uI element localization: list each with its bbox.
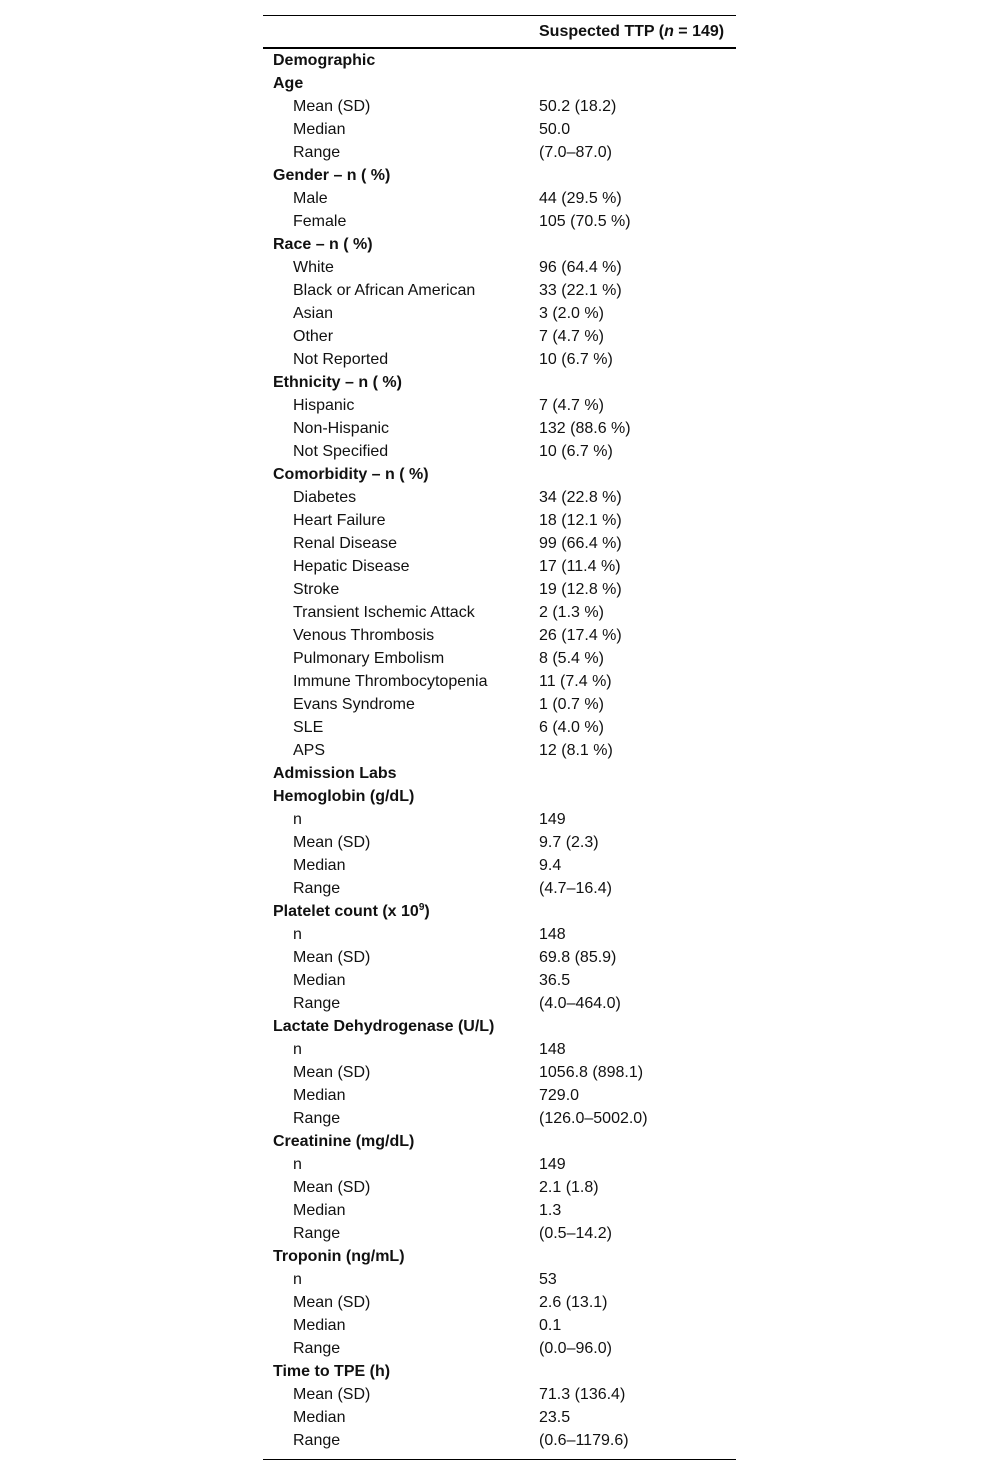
- row-value: 1.3: [539, 1202, 562, 1219]
- row-value: 132 (88.6 %): [539, 420, 631, 437]
- row-value: 9.4: [539, 857, 562, 874]
- row-value: 11 (7.4 %): [539, 673, 612, 690]
- row-value: 34 (22.8 %): [539, 489, 622, 506]
- table-row: [263, 993, 736, 1016]
- row-label: Heart Failure: [293, 512, 386, 529]
- row-label: Median: [293, 857, 346, 874]
- table-row: [263, 878, 736, 901]
- row-value: 50.2 (18.2): [539, 98, 617, 115]
- row-value: 71.3 (136.4): [539, 1386, 626, 1403]
- table-row: [263, 648, 736, 671]
- table-row: [263, 533, 736, 556]
- baseline-characteristics-table: [263, 15, 736, 1460]
- row-label: Hispanic: [293, 397, 355, 414]
- row-label: Admission Labs: [273, 765, 397, 782]
- row-value: 149: [539, 1156, 566, 1173]
- table-row: [263, 1315, 736, 1338]
- section-header-row: [263, 1131, 736, 1154]
- row-label: Hemoglobin (g/dL): [273, 788, 415, 805]
- section-header-row: [263, 73, 736, 96]
- table-row: [263, 556, 736, 579]
- table-body: [263, 49, 736, 1459]
- table-row: [263, 855, 736, 878]
- row-value: 19 (12.8 %): [539, 581, 622, 598]
- row-label: Time to TPE (h): [273, 1363, 391, 1380]
- table-row: [263, 119, 736, 142]
- table-row: [263, 1292, 736, 1315]
- row-label: Race – n ( %): [273, 236, 373, 253]
- row-label: Platelet count (x $10^9$): [273, 902, 430, 920]
- section-header-row: [263, 372, 736, 395]
- section-header-row: [263, 50, 736, 73]
- row-value: 53: [539, 1271, 557, 1288]
- table-row: [263, 487, 736, 510]
- row-value: 44 (29.5 %): [539, 190, 622, 207]
- row-label: Median: [293, 1087, 346, 1104]
- row-label: Range: [293, 995, 341, 1012]
- table-row: [263, 510, 736, 533]
- row-value: (0.6–1179.6): [539, 1432, 629, 1449]
- table-row: [263, 1338, 736, 1361]
- table-row: [263, 671, 736, 694]
- row-label: Median: [293, 1409, 346, 1426]
- row-value: 2 (1.3 %): [539, 604, 604, 621]
- row-label: Mean (SD): [293, 98, 371, 115]
- row-label: Diabetes: [293, 489, 357, 506]
- row-label: Gender – n ( %): [273, 167, 391, 184]
- row-label: Stroke: [293, 581, 340, 598]
- row-value: 7 (4.7 %): [539, 397, 604, 414]
- row-value: 17 (11.4 %): [539, 558, 621, 575]
- row-value: 148: [539, 1041, 566, 1058]
- table-row: [263, 1062, 736, 1085]
- n-italic: n: [664, 23, 674, 40]
- row-value: 50.0: [539, 121, 571, 138]
- table-row: [263, 395, 736, 418]
- table-row: [263, 625, 736, 648]
- table-row: [263, 1085, 736, 1108]
- row-value: 18 (12.1 %): [539, 512, 622, 529]
- row-label: Ethnicity – n ( %): [273, 374, 402, 391]
- row-value: (7.0–87.0): [539, 144, 612, 161]
- row-value: 3 (2.0 %): [539, 305, 604, 322]
- table-row: [263, 280, 736, 303]
- row-label: Not Specified: [293, 443, 389, 460]
- row-label: Demographic: [273, 52, 376, 69]
- table-row: [263, 96, 736, 119]
- table-row: [263, 211, 736, 234]
- table-row: [263, 188, 736, 211]
- row-value: 96 (64.4 %): [539, 259, 622, 276]
- table-row: [263, 257, 736, 280]
- row-label: Renal Disease: [293, 535, 398, 552]
- row-label: Range: [293, 1432, 341, 1449]
- row-value: 9.7 (2.3): [539, 834, 599, 851]
- table-row: [263, 1039, 736, 1062]
- row-label: SLE: [293, 719, 324, 736]
- table-row: [263, 579, 736, 602]
- row-label: Hepatic Disease: [293, 558, 410, 575]
- row-label: n: [293, 1041, 302, 1058]
- row-label: Venous Thrombosis: [293, 627, 435, 644]
- row-label: Comorbidity – n ( %): [273, 466, 429, 483]
- row-label: Female: [293, 213, 347, 230]
- table-row: [263, 1223, 736, 1246]
- row-label: APS: [293, 742, 326, 759]
- row-value: (4.7–16.4): [539, 880, 612, 897]
- table-header: [263, 16, 736, 49]
- row-value: 0.1: [539, 1317, 562, 1334]
- row-label: White: [293, 259, 334, 276]
- row-label: n: [293, 926, 302, 943]
- table-row: [263, 740, 736, 763]
- section-header-row: [263, 234, 736, 257]
- row-value: 36.5: [539, 972, 571, 989]
- row-label: Mean (SD): [293, 1386, 371, 1403]
- row-value: 148: [539, 926, 566, 943]
- table-row: [263, 1407, 736, 1430]
- section-header-row: [263, 1246, 736, 1269]
- table-row: [263, 832, 736, 855]
- table-row: [263, 717, 736, 740]
- row-value: 69.8 (85.9): [539, 949, 617, 966]
- row-value: 23.5: [539, 1409, 571, 1426]
- row-label: Range: [293, 1340, 341, 1357]
- table-row: [263, 349, 736, 372]
- table-row: [263, 1384, 736, 1407]
- column-header-suspected-ttp: Suspected TTP (n = 149): [539, 23, 725, 40]
- row-label: Lactate Dehydrogenase (U/L): [273, 1018, 495, 1035]
- row-label: Transient Ischemic Attack: [293, 604, 475, 621]
- row-value: 10 (6.7 %): [539, 351, 613, 368]
- row-label: Age: [273, 75, 304, 92]
- table-row: [263, 947, 736, 970]
- row-label: Mean (SD): [293, 1294, 371, 1311]
- row-label: Creatinine (mg/dL): [273, 1133, 415, 1150]
- superscript: 9: [418, 902, 425, 913]
- row-label: Not Reported: [293, 351, 389, 368]
- section-header-row: [263, 464, 736, 487]
- row-value: (0.0–96.0): [539, 1340, 612, 1357]
- row-label: Median: [293, 1202, 346, 1219]
- table-row: [263, 441, 736, 464]
- table-row: [263, 326, 736, 349]
- row-label: Male: [293, 190, 328, 207]
- row-value: 8 (5.4 %): [539, 650, 604, 667]
- row-label: Evans Syndrome: [293, 696, 415, 713]
- row-value: (126.0–5002.0): [539, 1110, 648, 1127]
- table-row: [263, 694, 736, 717]
- row-value: 6 (4.0 %): [539, 719, 604, 736]
- row-value: 26 (17.4 %): [539, 627, 622, 644]
- row-label: Median: [293, 972, 346, 989]
- row-value: 33 (22.1 %): [539, 282, 622, 299]
- row-label: n: [293, 811, 302, 828]
- table-row: [263, 1154, 736, 1177]
- row-label: n: [293, 1271, 302, 1288]
- table-row: [263, 970, 736, 993]
- row-label: Mean (SD): [293, 834, 371, 851]
- row-value: 149: [539, 811, 566, 828]
- row-value: 99 (66.4 %): [539, 535, 622, 552]
- row-label: Median: [293, 121, 346, 138]
- row-label: Range: [293, 880, 341, 897]
- row-value: (4.0–464.0): [539, 995, 621, 1012]
- row-label: n: [293, 1156, 302, 1173]
- table-row: [263, 602, 736, 625]
- table-row: [263, 1269, 736, 1292]
- section-header-row: [263, 165, 736, 188]
- section-header-row: [263, 763, 736, 786]
- table-row: [263, 1200, 736, 1223]
- row-label: Mean (SD): [293, 1064, 371, 1081]
- table-row: [263, 1177, 736, 1200]
- row-label: Asian: [293, 305, 334, 322]
- row-label: Mean (SD): [293, 949, 371, 966]
- row-value: 729.0: [539, 1087, 580, 1104]
- section-header-row: [263, 786, 736, 809]
- table-row: [263, 1430, 736, 1453]
- row-label: Pulmonary Embolism: [293, 650, 445, 667]
- section-header-row: [263, 1361, 736, 1384]
- row-label: Median: [293, 1317, 346, 1334]
- row-value: 12 (8.1 %): [539, 742, 613, 759]
- table-row: [263, 809, 736, 832]
- row-label: Immune Thrombocytopenia: [293, 673, 488, 690]
- table-row: [263, 303, 736, 326]
- section-header-row: [263, 901, 736, 924]
- table-row: [263, 924, 736, 947]
- table-row: [263, 1108, 736, 1131]
- row-value: 105 (70.5 %): [539, 213, 631, 230]
- row-label: Range: [293, 1110, 341, 1127]
- row-label: Black or African American: [293, 282, 476, 299]
- row-value: 10 (6.7 %): [539, 443, 613, 460]
- table-row: [263, 142, 736, 165]
- row-label: Troponin (ng/mL): [273, 1248, 405, 1265]
- section-header-row: [263, 1016, 736, 1039]
- row-label: Range: [293, 144, 341, 161]
- row-label: Non-Hispanic: [293, 420, 390, 437]
- row-value: 1056.8 (898.1): [539, 1064, 644, 1081]
- row-label: Range: [293, 1225, 341, 1242]
- row-value: (0.5–14.2): [539, 1225, 612, 1242]
- row-value: 7 (4.7 %): [539, 328, 604, 345]
- table-row: [263, 418, 736, 441]
- row-value: 2.6 (13.1): [539, 1294, 608, 1311]
- row-label: Other: [293, 328, 334, 345]
- row-label: Mean (SD): [293, 1179, 371, 1196]
- row-value: 1 (0.7 %): [539, 696, 604, 713]
- row-value: 2.1 (1.8): [539, 1179, 599, 1196]
